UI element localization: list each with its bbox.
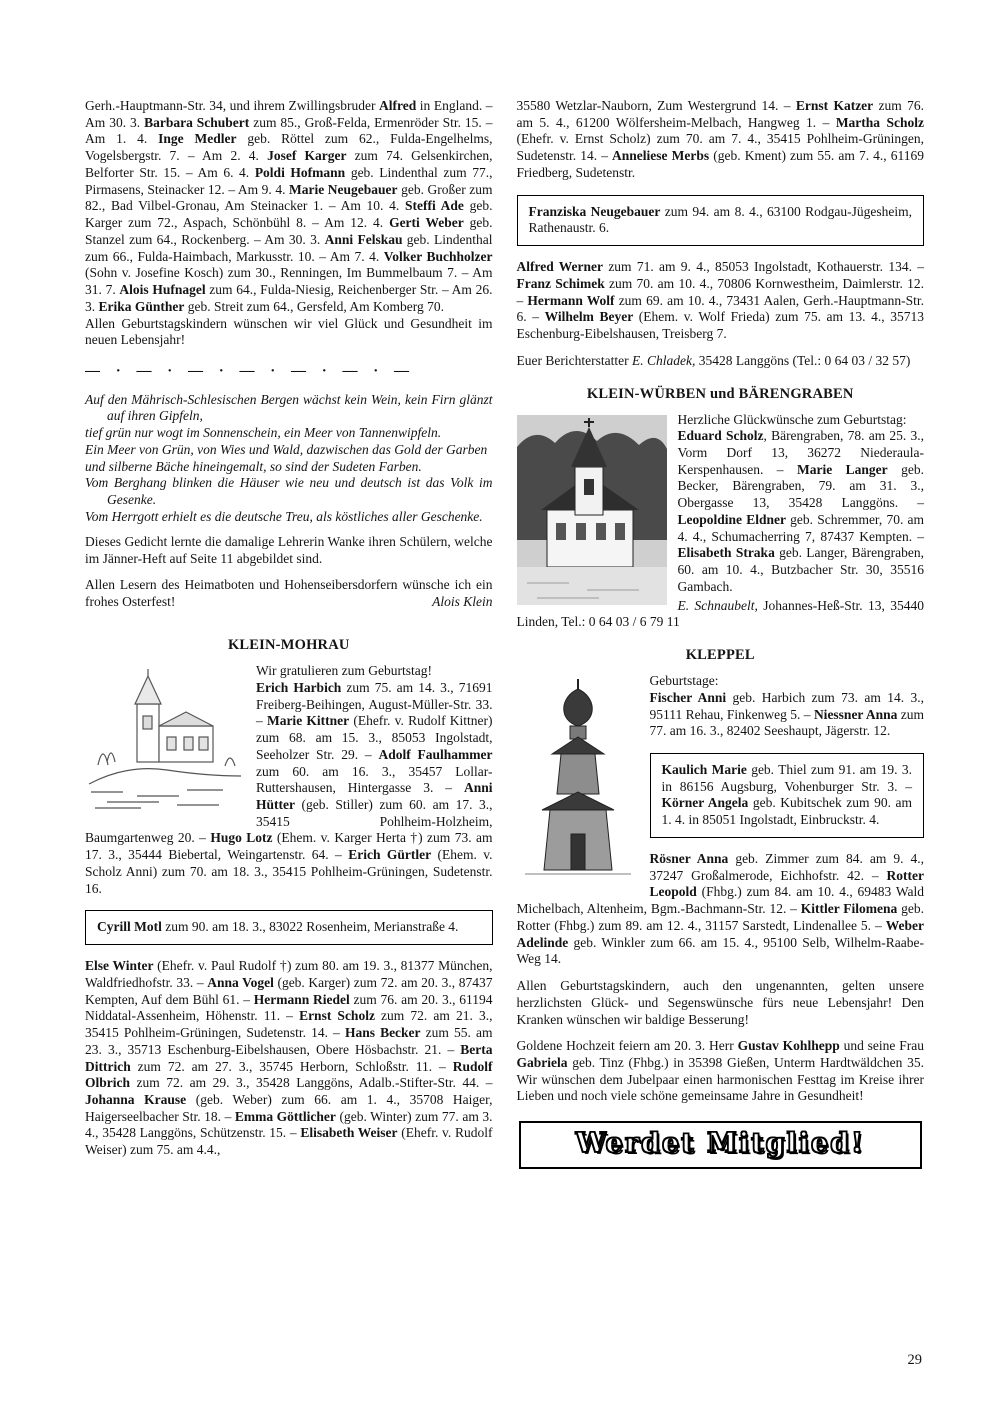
section-klein-mohrau — [85, 637, 493, 1159]
kleppel-wishes: Allen Geburtstagskindern, auch den ungenannten, gelten unsere herzlichsten Glück- und Segenswünsche fürs neue Lebensjahr! Den Kranken wünschen wir baldige Besserung! — [516, 978, 924, 1027]
poem-line: Vom Berghang blinken die Häuser wie neu und deutsch ist das Volk im Gesenke. — [85, 475, 493, 508]
right-column — [517, 98, 925, 1169]
poem-line: Vom Herrgott erhielt es die deutsche Treu, als köstliches aller Geschenke. — [85, 508, 483, 524]
dash-dot-divider: — · — · — · — · — · — · — — [85, 363, 416, 380]
section-klein-wuerben — [517, 386, 925, 632]
section-kleppel — [517, 647, 925, 1105]
reporter-line: Euer Berichterstatter E. Chladek, 35428 Langgöns (Tel.: 0 64 03 / 32 57) — [516, 352, 911, 368]
poem-line: tief grün nur wogt im Sonnenschein, ein Meer von Tannenwipfeln. — [85, 425, 442, 441]
poem-line: Auf den Mährisch-Schlesischen Bergen wächst kein Wein, kein Firn glänzt auf ihren Gipfeln, — [85, 391, 493, 424]
klein-wuerben-contact: E. Schnaubelt, Johannes-Heß-Str. 13, 35440 Linden, Tel.: 0 64 03 / 6 79 11 — [516, 597, 925, 630]
section-heading-kleppel: KLEPPEL — [685, 647, 755, 664]
membership-banner-text: Werdet Mitglied! — [575, 1128, 865, 1160]
klein-wuerben-entries: Eduard Scholz, Bärengraben, 78. am 25. 3., Vorm Dorf 13, 36272 Niederaula-Kerspenhausen. – Marie Langer geb. Becker, Bärengraben, 79. am 31. 3., Obergasse 13, 35428 Langgöns. – Leopoldine Eldner geb. Schremmer, 70. am 4. 4., Schumacherring 7, 87437 Kempten. – Elisabeth Straka geb. Langer, Bärengraben, 60. am 10. 4., Butzbacher Str. 30, 35516 Gambach. — [677, 428, 925, 594]
kleppel-intro: Geburtstage: — [649, 673, 719, 689]
boxed-entry-franziska-neugebauer: Franziska Neugebauer zum 94. am 8. 4., 63100 Rodgau-Jügesheim, Rathenaustr. 6. — [517, 195, 925, 246]
left-column — [85, 98, 493, 1169]
page-number: 29 — [907, 1352, 922, 1369]
church-illustration-klein-mohrau — [85, 666, 245, 817]
church-photo-icon — [517, 415, 667, 605]
poem-note: Dieses Gedicht lernte die damalige Lehrerin Wanke ihren Schülern, welche im Jänner-Heft auf Seite 11 abgebildet sind. — [85, 534, 493, 567]
author-signature: Alois Klein — [432, 594, 493, 610]
birthday-wishes-text: Allen Geburtstagskindern wünschen wir viel Glück und Gesundheit im neuen Lebensjahr! — [85, 315, 493, 348]
golden-wedding-note: Goldene Hochzeit feiern am 20. 3. Herr Gustav Kohlhepp und seine Frau Gabriela geb. Tinz (Fhbg.) in 35398 Gießen, Unterm Hardtwäldchen 35. Wir wünschen dem Jubelpaar einen harmonischen Festtag im Kreise ihrer Lieben und noch viele schöne gemeinsame Jahre in Gesundheit! — [516, 1038, 924, 1104]
church-drawing-icon — [85, 666, 245, 812]
membership-banner — [519, 1121, 923, 1168]
birthday-entries-right: Alfred Werner zum 71. am 9. 4., 85053 Ingolstadt, Kothauerstr. 134. – Franz Schimek zum 70. am 10. 4., 70806 Kornwestheim, Daimlerstr. 12. – Hermann Wolf zum 69. am 10. 4., 73431 Aalen, Gerh.-Hauptmann-Str. 6. – Wilhelm Beyer (Ehem. v. Wolf Frieda) zum 75. am 13. 4., 35713 Eschenburg-Eibelshausen, Treisberg 7. — [516, 259, 925, 342]
boxed-entry-kaulich-koerner: Kaulich Marie geb. Thiel zum 91. am 19. 3. in 86156 Augsburg, Vohenburger Str. 3. – Körner Angela geb. Kubitschek zum 90. am 1. 4. in 85051 Ingolstadt, Einbruckstr. 4. — [650, 753, 925, 838]
poem-line: und silberne Bäche hineingemalt, so sind der Sudeten Farben. — [85, 458, 422, 474]
church-illustration-kleppel — [517, 676, 639, 893]
klein-mohrau-entries: Erich Harbich zum 75. am 14. 3., 71691 Freiberg-Beihingen, August-Müller-Str. 33. – Marie Kittner (Ehefr. v. Rudolf Kittner) zum 68. am 15. 3., 85053 Ingolstadt, Seeholzer Str. 29. – Adolf Faulhammer zum 60. am 16. 3., 35457 Lollar-Ruttershausen, Hintergasse 3. – Anni Hütter (geb. Stiller) zum 60. am 17. 3., 35415 Pohlheim-Holzheim, Baumgartenweg 20. – Hugo Lotz (Ehem. v. Karger Herta †) zum 73. am 17. 3., 35444 Biebertal, Weingartenstr. 64. – Erich Gürtler (Ehem. v. Scholz Anni) zum 70. am 18. 3., 35415 Pohlheim-Grüningen, Sudetenstr. 16. — [85, 679, 493, 896]
easter-wish: Allen Lesern des Heimatboten und Hohenseibersdorfern wünsche ich ein frohes Osterfest! — [85, 576, 493, 609]
kleppel-entries-2: Rösner Anna geb. Zimmer zum 84. am 9. 4., 37247 Großalmerode, Eichhofstr. 42. – Rotter Leopold (Fhbg.) zum 84. am 10. 4., 69483 Wald Michelbach, Altenheim, Bgm.-Bachmann-Str. 12. – Kittler Filomena geb. Rotter (Fhbg.) zum 89. am 12. 4., 31157 Sarstedt, Lindenallee 5. – Weber Adelinde geb. Winkler zum 66. am 15. 4., 95100 Selb, Wilhelm-Raabe-Weg 14. — [516, 850, 924, 967]
klein-wuerben-intro: Herzliche Glückwünsche zum Geburtstag: — [677, 411, 907, 427]
birthday-entries-continuation: Gerh.-Hauptmann-Str. 34, und ihrem Zwillingsbruder Alfred in England. – Am 30. 3. Barbara Schubert zum 85., Groß-Felda, Ermenröder Str. 15. – Am 1. 4. Inge Medler geb. Röttel zum 62., Fulda-Engelhelms, Vogelsbergstr. 7. – Am 2. 4. Josef Karger zum 74. Gelsenkirchen, Belforter Str. 15. – Am 6. 4. Poldi Hofmann geb. Lindenthal zum 77., Pirmasens, Steinacker 12. – Am 9. 4. Marie Neugebauer geb. Großer zum 82., Bad Vilbel-Gronau, Am Steinacker 1. – Am 10. 4. Steffi Ade geb. Karger zum 72., Aspach, Schönbühl 8. – Am 12. 4. Gerti Weber geb. Stanzel zum 64., Rockenberg. – Am 30. 3. Anni Felskau geb. Lindenthal zum 66., Fulda-Haimbach, Markusstr. 10. – Am 7. 4. Volker Buchholzer (Sohn v. Josefine Kosch) zum 30., Renningen, Im Bummelbaum 7. – Am 31. 7. Alois Hufnagel zum 64., Fulda-Niesig, Reichenberger Str. – Am 26. 3. Erika Günther geb. Streit zum 64., Gersfeld, Am Komberg 70. — [85, 98, 493, 314]
sudeten-poem — [85, 392, 493, 526]
poem-line: Ein Meer von Grün, von Wies und Wald, dazwischen das Gold der Garben — [85, 441, 488, 457]
section-heading-klein-mohrau: KLEIN-MOHRAU — [227, 637, 350, 654]
birthday-entries-continuation-right: 35580 Wetzlar-Nauborn, Zum Westergrund 14. – Ernst Katzer zum 76. am 5. 4., 61200 Wölfersheim-Melbach, Hangweg 1. – Martha Scholz (Ehefr. v. Ernst Scholz) zum 70. am 7. 4., 35415 Pohlheim-Grüningen, Sudetenstr. 14. – Anneliese Merbs (geb. Kment) zum 55. am 7. 4., 61169 Friedberg, Sudetenstr. — [516, 98, 925, 180]
klein-mohrau-intro: Wir gratulieren zum Geburtstag! — [256, 663, 433, 679]
bell-tower-icon — [517, 676, 639, 888]
kleppel-entries: Fischer Anni geb. Harbich zum 73. am 14. 3., 95111 Rehau, Finkenweg 5. – Niessner Anna zum 77. am 16. 3., 82402 Seeshaupt, Jägerstr. 12. — [649, 689, 924, 739]
section-heading-klein-wuerben: KLEIN-WÜRBEN und BÄRENGRABEN — [586, 385, 854, 402]
klein-mohrau-entries-2: Else Winter (Ehefr. v. Paul Rudolf †) zum 80. am 19. 3., 81377 München, Waldfriedhofstr. 33. – Anna Vogel (geb. Karger) zum 72. am 20. 3., 87437 Kempten, Auf dem Bühl 61. – Hermann Riedel zum 76. am 20. 3., 61194 Niddatal-Assenheim, Höhenstr. 11. – Ernst Scholz zum 72. am 21. 3., 35415 Pohlheim-Grüningen, Sudetenstr. 14. – Hans Becker zum 55. am 23. 3., 35713 Eschenburg-Eibelshausen, Obere Hösbachstr. 21. – Berta Dittrich zum 72. am 27. 3., 35745 Herborn, Schloßstr. 11. – Rudolf Olbrich zum 72. am 29. 3., 35428 Langgöns, Adalb.-Stifter-Str. 44. – Johanna Krause (geb. Weber) zum 66. am 1. 4., 35708 Haiger, Haigerseelbacher Str. 18. – Emma Göttlicher (geb. Winter) zum 77. am 3. 4., 35428 Langgöns, Schützenstr. 15. – Elisabeth Weiser (Ehefr. v. Rudolf Weiser) zum 75. am 4.4., — [85, 958, 493, 1158]
boxed-entry-cyrill-motl: Cyrill Motl zum 90. am 18. 3., 83022 Rosenheim, Merianstraße 4. — [85, 910, 493, 945]
church-illustration-klein-wuerben — [517, 415, 667, 610]
